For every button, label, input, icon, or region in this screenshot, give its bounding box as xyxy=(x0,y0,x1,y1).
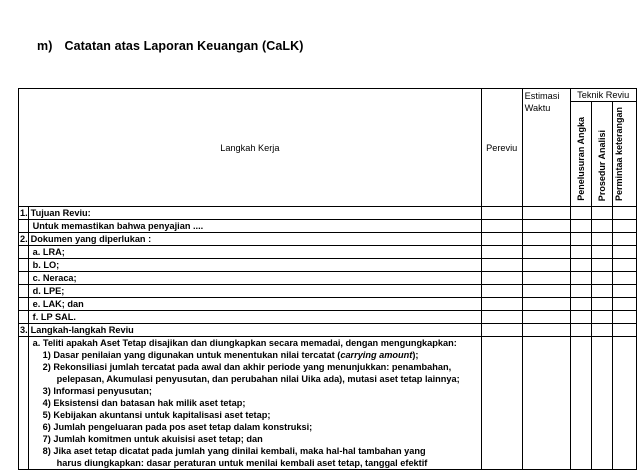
list-item: b. LO; xyxy=(28,259,481,272)
list-item: d. LPE; xyxy=(28,285,481,298)
review-step-4: 4) Eksistensi dan batasan hak milik aset tetap; xyxy=(42,398,246,408)
table-row xyxy=(19,311,637,324)
row-text: Untuk memastikan bahwa penyajian .... xyxy=(28,220,481,233)
review-step-8: 8) Jika aset tetap dicatat pada jumlah yang dinilai kembali, maka hal-hal tambahan yang xyxy=(42,446,426,456)
table-row xyxy=(19,272,637,285)
review-table xyxy=(18,88,637,470)
table-row xyxy=(19,324,637,337)
list-item: c. Neraca; xyxy=(28,272,481,285)
review-step-1: 1) Dasar penilaian yang digunakan untuk menentukan nilai tercatat (carrying amount); xyxy=(42,350,419,360)
header-pereviu: Pereviu xyxy=(481,89,522,207)
review-step-5: 5) Kebijakan akuntansi untuk kapitalisasi aset tetap; xyxy=(42,410,271,420)
heading-letter: m) xyxy=(37,39,53,53)
table-row xyxy=(19,220,637,233)
section-title: Dokumen yang diperlukan : xyxy=(28,233,481,246)
table-row xyxy=(19,207,637,220)
table-row xyxy=(19,233,637,246)
list-item: a. LRA; xyxy=(28,246,481,259)
table-row xyxy=(19,337,637,470)
header-langkah-kerja: Langkah Kerja xyxy=(19,89,482,207)
table-row xyxy=(19,259,637,272)
review-step-8-continued: harus diungkapkan: dasar peraturan untuk menilai kembali aset tetap, tanggal efektif xyxy=(56,458,428,468)
section-title: Tujuan Reviu: xyxy=(28,207,481,220)
header-permintaa-keterangan: Permintaa keterangan xyxy=(612,102,636,207)
review-item-a: a. Teliti apakah Aset Tetap disajikan dan diungkapkan secara memadai, dengan mengungkapkan: xyxy=(32,338,457,348)
section-heading xyxy=(37,39,316,53)
section-title: Langkah-langkah Reviu xyxy=(28,324,481,337)
section-number: 2. xyxy=(20,234,28,244)
header-estimasi-waktu: Estimasi Waktu xyxy=(522,89,570,207)
review-step-6: 6) Jumlah pengeluaran pada pos aset tetap dalam konstruksi; xyxy=(42,422,313,432)
list-item: f. LP SAL. xyxy=(28,311,481,324)
header-row-1 xyxy=(19,89,637,102)
table-row xyxy=(19,298,637,311)
section-number: 3. xyxy=(20,325,28,335)
header-penelusuran-angka: Penelusuran Angka xyxy=(570,102,591,207)
heading-title: Catatan atas Laporan Keuangan (CaLK) xyxy=(64,39,304,53)
review-step-7: 7) Jumlah komitmen untuk akuisisi aset tetap; dan xyxy=(42,434,263,444)
list-item: e. LAK; dan xyxy=(28,298,481,311)
table-row xyxy=(19,285,637,298)
header-prosedur-analisi: Prosedur Analisi xyxy=(591,102,612,207)
section-number: 1. xyxy=(20,208,28,218)
review-step-2: 2) Rekonsiliasi jumlah tercatat pada awal dan akhir periode yang menunjukkan: penambahan, xyxy=(42,362,452,372)
table-row xyxy=(19,246,637,259)
review-step-2-continued: pelepasan, Akumulasi penyusutan, dan perubahan nilai Uika ada), mutasi aset tetap lainnya; xyxy=(56,374,460,384)
review-step-3: 3) Informasi penyusutan; xyxy=(42,386,152,396)
header-teknik-reviu: Teknik Reviu xyxy=(570,89,636,102)
